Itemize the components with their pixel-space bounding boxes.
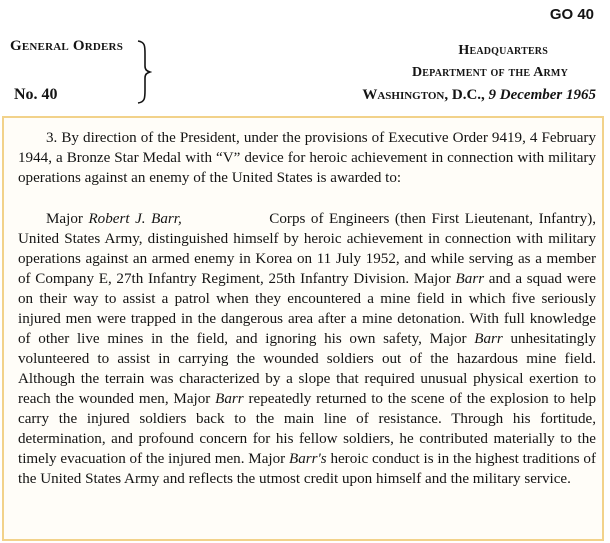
citation-frame [2, 116, 604, 541]
department-label: Department of the Army [411, 65, 568, 80]
location-city: Washington, D.C., [362, 87, 485, 103]
headquarters-block [296, 40, 596, 106]
location-date-line [296, 84, 596, 106]
brace-icon [136, 40, 152, 104]
order-date: 9 December 1965 [488, 87, 596, 103]
citation-paragraph [18, 209, 596, 489]
citation-text: and a squad were on their way to assist a patrol when they encountered a mine field in which five seriously injured men were trapped in the dangerous area after a mine detonation. With full knowledge of other live mines in the field, and ignoring his own safety, Major [18, 271, 597, 347]
citation-text: repeatedly returned to the scene of the explosion to help carry the injured soldiers back to the main line of resistance. Through his fortitude, determination, and profound concern for his fellow soldiers, he contributed materially to the timely evacuation of the injured men. Major [18, 391, 596, 467]
citation-text: unhesitatingly volunteered to assist in carrying the wounded soldiers out of the hazardous mine field. Although the terrain was characterized by a slope that required unusual physical exertion to reach the wounded men, Major [18, 331, 596, 407]
headquarters-label: Headquarters [458, 43, 548, 58]
recipient-name: Robert J. Barr, [88, 211, 182, 227]
orders-body [0, 112, 610, 543]
recipient-surname: Barr [474, 331, 503, 347]
citation-text: heroic conduct is in the highest traditions of the United States Army and reflects the utmost credit upon himself and the military service. [18, 451, 596, 487]
recipient-rank: Major [46, 211, 83, 227]
document-code: GO 40 [549, 6, 594, 23]
citation-text: Corps of Engineers (then First Lieutenant, Infantry), United States Army, distinguished himself by heroic achievement in connection with military operations against an armed enemy in Korea on 11 July 1952, and while serving as a member of Company E, 27th Infantry Regiment, 25th Infantry Division. Major [18, 211, 597, 287]
award-paragraph: 3. By direction of the President, under the provisions of Executive Order 9419, 4 February 1944, a Bronze Star Medal with “V” device for heroic achievement in connection with military operations against an enemy of the United States is awarded to: [18, 130, 596, 186]
recipient-surname: Barr's [289, 451, 327, 467]
orders-number: No. 40 [14, 86, 58, 103]
recipient-surname: Barr [455, 271, 485, 287]
orders-title: General Orders [10, 38, 124, 54]
orders-header [0, 0, 610, 112]
recipient-surname: Barr [215, 391, 244, 407]
